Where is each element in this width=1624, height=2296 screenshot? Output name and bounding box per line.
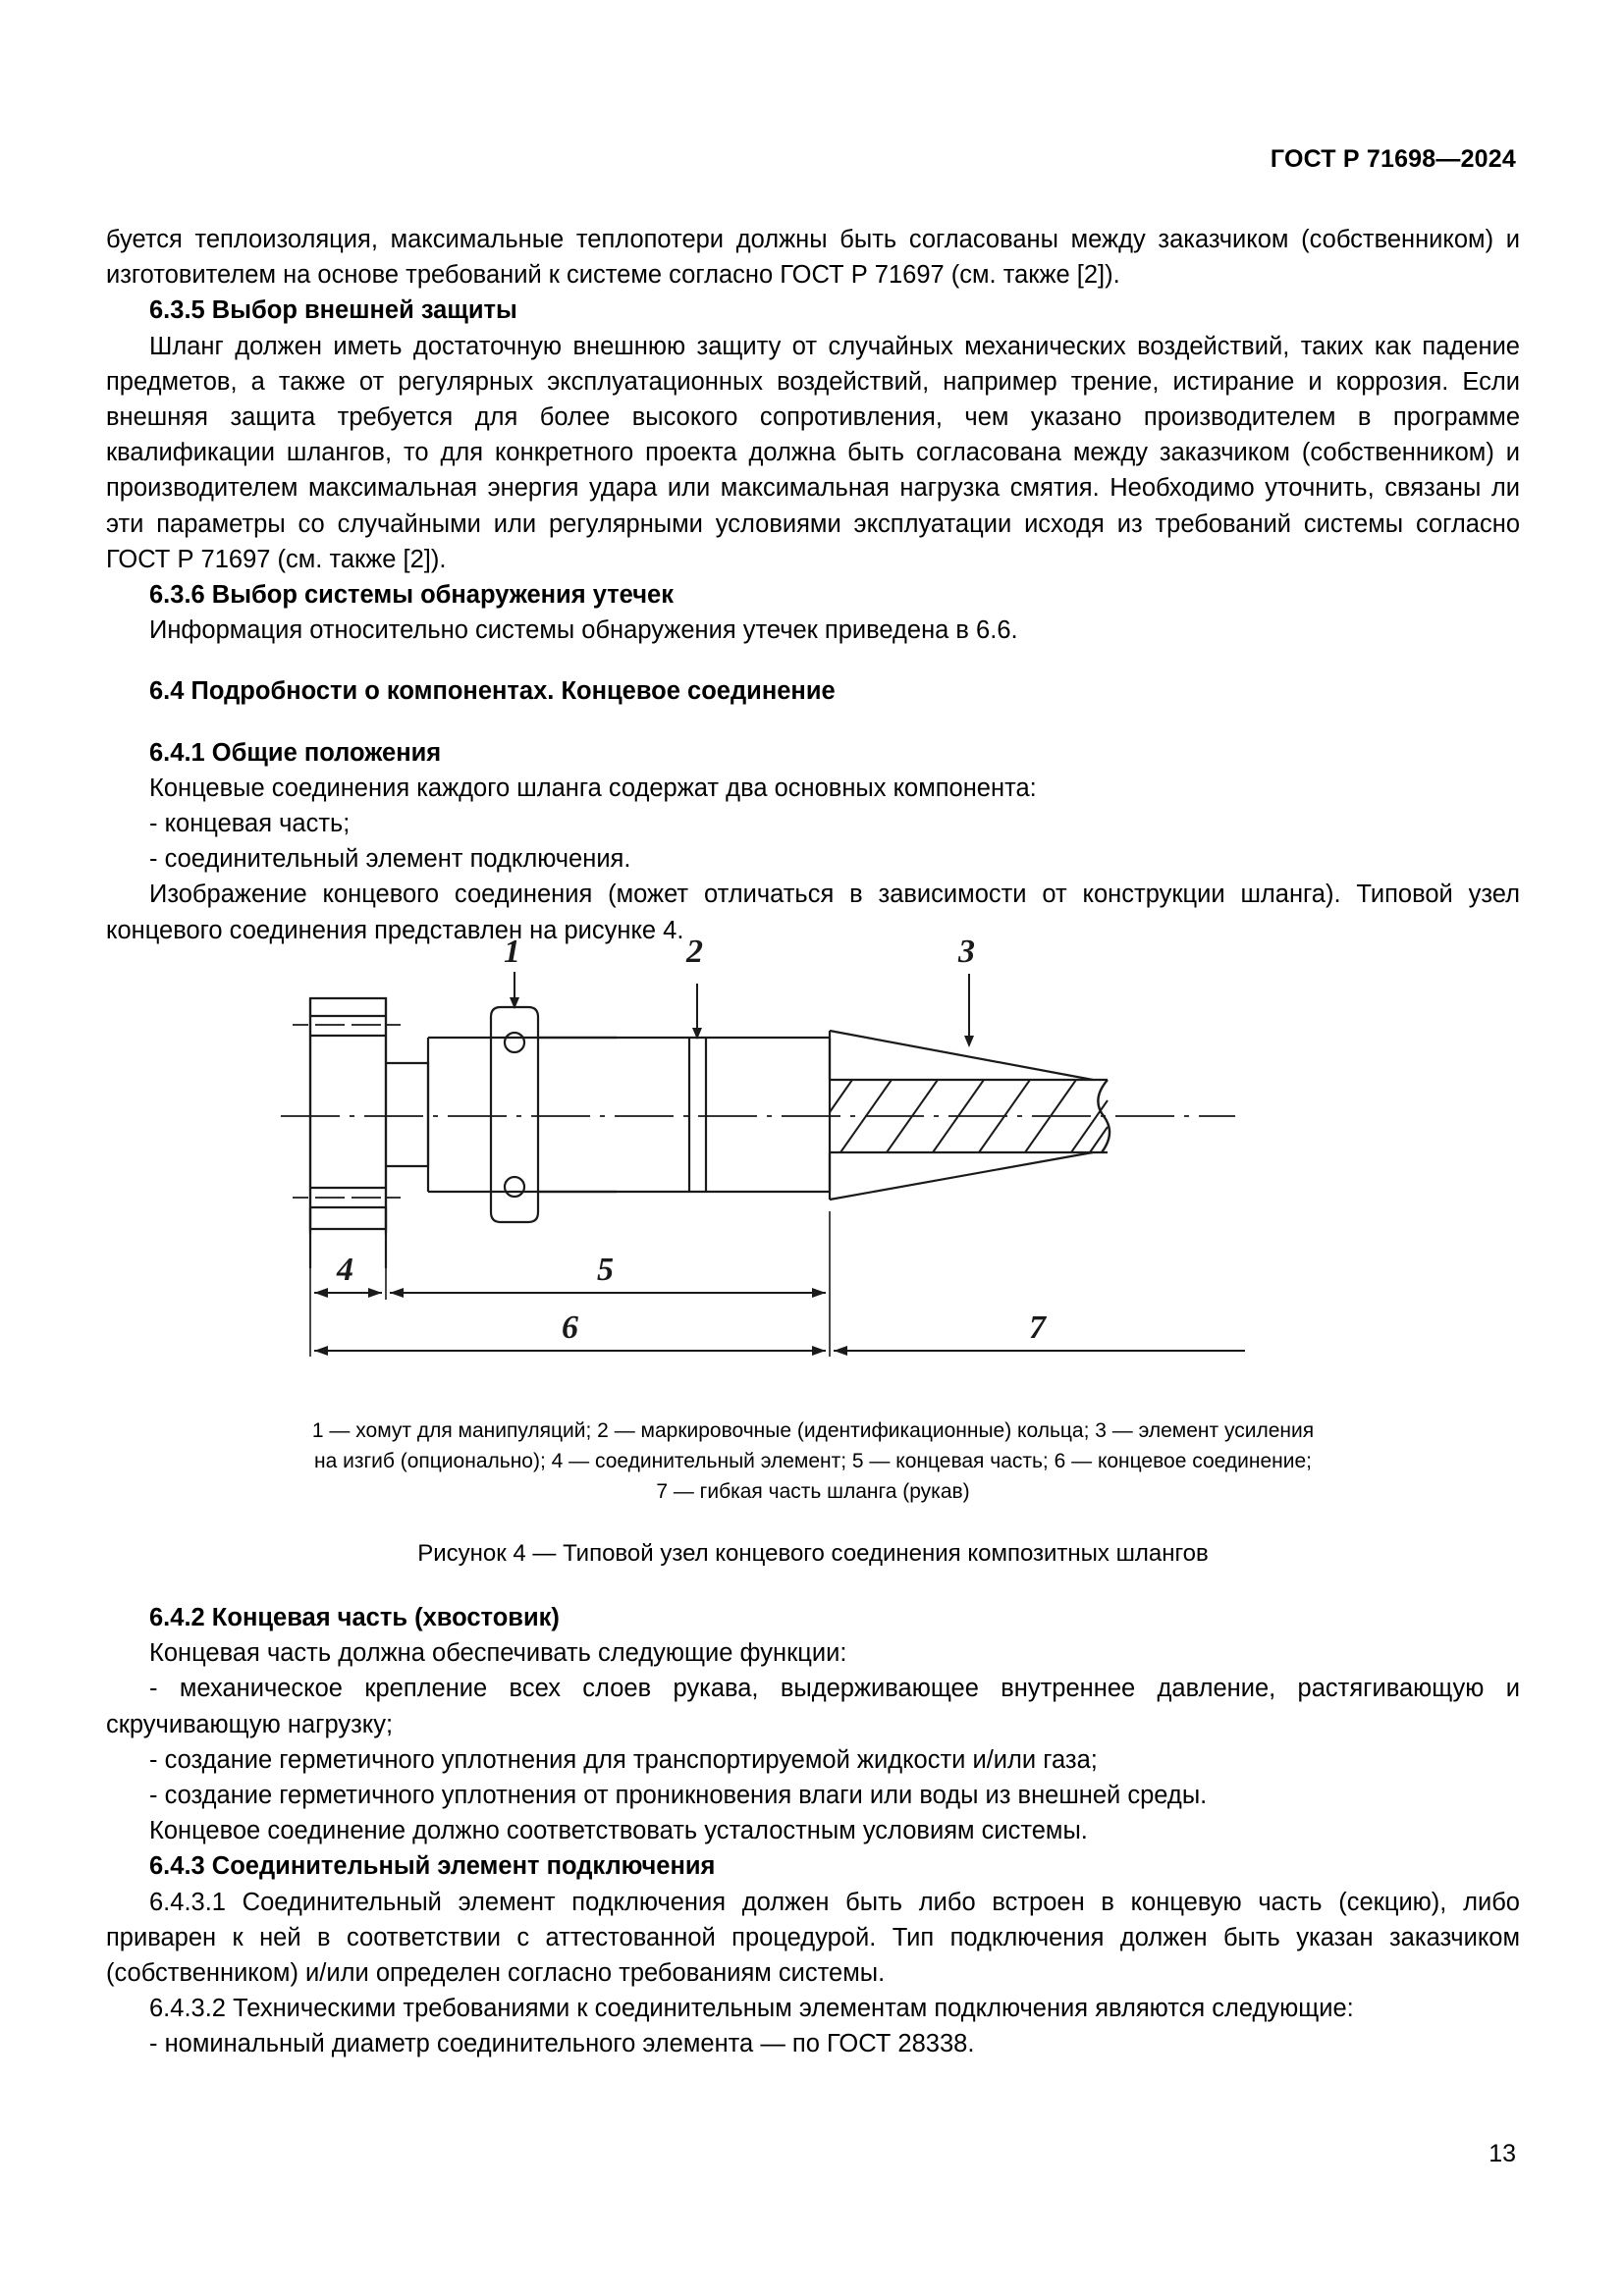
list-item-6-4-2-1: - механическое крепление всех слоев рукава, выдерживающее внутреннее давление, растягивающую и скручивающую нагрузку; (106, 1675, 1520, 1738)
spacer (106, 648, 1520, 673)
page-header-standard-number: ГОСТ Р 71698—2024 (1270, 145, 1516, 173)
heading-6-3-6: 6.3.6 Выбор системы обнаружения утечек (149, 581, 674, 610)
figure-dim-4: 4 (337, 1252, 353, 1288)
list-item-6-4-1-2: - соединительный элемент подключения. (149, 845, 631, 874)
heading-6-4-1: 6.4.1 Общие положения (149, 738, 442, 767)
heading-6-4-3: 6.4.3 Соединительный элемент подключения (149, 1852, 716, 1881)
figure-callout-2: 2 (686, 934, 703, 970)
figure-legend-line-3: 7 — гибкая часть шланга (рукав) (656, 1480, 970, 1503)
figure-callout-3: 3 (958, 934, 975, 970)
document-body (106, 222, 1520, 948)
list-item-6-4-1-1: - концевая часть; (149, 810, 351, 838)
figure-callout-1: 1 (504, 934, 520, 970)
heading-6-3-5: 6.3.5 Выбор внешней защиты (149, 296, 517, 325)
hose-end-fitting-drawing (106, 934, 1520, 1415)
paragraph-6-4-2-intro: Концевая часть должна обеспечивать следующие функции: (149, 1639, 847, 1668)
paragraph-6-4-2-fatigue: Концевое соединение должно соответствовать усталостным условиям системы. (149, 1817, 1088, 1845)
document-body-lower (106, 1600, 1520, 2062)
paragraph-6-4-1-figure-ref: Изображение концевого соединения (может отличаться в зависимости от конструкции шланга). Типовой узел концевого соединения представлен на рисунке 4. (106, 881, 1520, 944)
list-item-6-4-2-2: - создание герметичного уплотнения для транспортируемой жидкости и/или газа; (149, 1745, 1098, 1774)
figure-dim-5: 5 (597, 1252, 614, 1288)
figure-caption-title: Рисунок 4 — Типовой узел концевого соединения композитных шлангов (417, 1540, 1209, 1567)
paragraph-6-4-1-intro: Концевые соединения каждого шланга содержат два основных компонента: (149, 774, 1037, 802)
paragraph-6-3-6: Информация относительно системы обнаружения утечек приведена в 6.6. (149, 616, 1018, 645)
page-number: 13 (1489, 2140, 1516, 2167)
paragraph-6-4-3-1: 6.4.3.1 Соединительный элемент подключения должен быть либо встроен в концевую часть (секцию), либо приварен к ней в соответствии с аттестованной процедурой. Тип подключения должен быть указан заказчиком (собственником) и/или определен согласно требованиям системы. (106, 1888, 1520, 1988)
figure-4 (106, 934, 1520, 1570)
figure-4-drawing (106, 934, 1520, 1415)
paragraph-6-4-3-2: 6.4.3.2 Техническими требованиями к соединительным элементам подключения являются следующие: (149, 1995, 1354, 2023)
paragraph-continued: буется теплоизоляция, максимальные теплопотери должны быть согласованы между заказчиком (собственником) и изготовителем на основе требований к системе согласно ГОСТ Р 71697 (см. также [2]). (106, 226, 1520, 290)
spacer (106, 710, 1520, 735)
list-item-6-4-2-3: - создание герметичного уплотнения от проникновения влаги или воды из внешней среды. (149, 1782, 1208, 1810)
heading-6-4: 6.4 Подробности о компонентах. Концевое соединение (149, 677, 836, 706)
figure-dim-6: 6 (562, 1309, 578, 1346)
heading-6-4-2: 6.4.2 Концевая часть (хвостовик) (149, 1604, 560, 1631)
list-item-6-4-3-2-1: - номинальный диаметр соединительного элемента — по ГОСТ 28338. (149, 2030, 975, 2058)
figure-legend-line-2: на изгиб (опционально); 4 — соединительный элемент; 5 — концевая часть; 6 — концевое соединение; (314, 1450, 1312, 1472)
figure-legend-line-1: 1 — хомут для манипуляций; 2 — маркировочные (идентификационные) кольца; 3 — элемент усиления (311, 1419, 1315, 1442)
paragraph-6-3-5: Шланг должен иметь достаточную внешнюю защиту от случайных механических воздействий, таких как падение предметов, а также от регулярных эксплуатационных воздействий, например трение, истирание и коррозия. Если внешняя защита требуется для более высокого сопротивления, чем указано производителем в программе квалификации шлангов, то для конкретного проекта должна быть согласована между заказчиком (собственником) и производителем максимальная энергия удара или максимальная нагрузка смятия. Необходимо уточнить, связаны ли эти параметры со случайными или регулярными условиями эксплуатации исходя из требований системы согласно ГОСТ Р 71697 (см. также [2]). (106, 332, 1520, 573)
figure-dim-7: 7 (1029, 1309, 1046, 1346)
